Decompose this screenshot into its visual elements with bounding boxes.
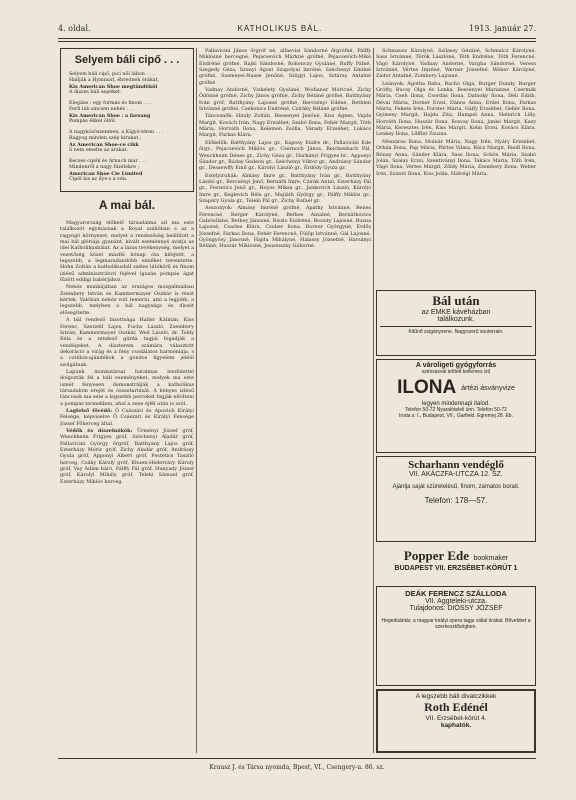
footer-rule	[58, 758, 536, 759]
ad-emke: Bál után az EMKE kávéházban találkozunk. Kitűnő zsigányzene. Nagyszerű souterrain.	[376, 290, 536, 356]
printer-imprint: Krausz J. és Társa nyomda, Bpest, VI., Csengery-u. 86. sz.	[209, 764, 385, 771]
ad-popper: Popper Ede bookmaker BUDAPEST VII. ERZSÉBET-KÖRÚT 1	[394, 548, 518, 572]
page-header	[58, 22, 536, 34]
column-1	[60, 48, 194, 753]
column-3-text	[376, 48, 536, 284]
page-number: 4. oldal.	[58, 23, 91, 33]
ad-deak-szalloda: DEÁK FERENCZ SZÁLLODA VII. Aggteleki-utcza. Tulajdonos: DIÓSSY JÓZSEF Hegedüántár, a magyar királyi opera tagja vállal órákat. Bővebbet a szerkesztőségben.	[376, 586, 536, 686]
ad-scharhann: Scharhann vendéglő VII. AKÁCZFA-UTCZA 12. SZ. Ajánlja saját szüretelésű, finom, zamatos borait. Telefon: 178—57.	[376, 456, 536, 542]
header-rule-2	[58, 41, 536, 42]
poem-stanza: A nagyközöszemben, a Kígyó-téren . . . Ragyog minden szép kirakat ; Az American Shoe-ce cikk S nem emelte az árakat.	[69, 130, 164, 153]
poem-stanza: Selyem báli cipő, pici női lábon . . . Hallják a Hymnust, ébrednek órákat, Kis American Shoe megtündököl A diszes báli sepéket.	[69, 72, 160, 95]
header-rule	[58, 38, 536, 39]
poem-title: Selyem báli cipő . . .	[74, 54, 180, 66]
article-body: Magyarország előkelő társadalma ad ma este találkozót egymásnak a Royal szállóban s az a ragyogó környezet, melyet a rendezőség beállított a mai bál glóriája gyanánt, kivált eseménnyé avatja az idei Katholikusbálat. Az a lázas tevékenység, melyet a vezetőség közel másfél hónap óta kifejtett, a legszebb, a legmaradandóbb emléket teremtette. Hohn Zoltán a katholikusbál széles látókörű és finom ízlésű adminisztrátori fejével igazán pompás ágat fűzött eddigi babérjához. Nehéz munkájában az országos mozgalmaiban Zsembery István és Kammermayer Oszkár is részt kértek. Valóban nehéz volt lemérni, ami a legjobb, a legszebb, melyben a bál nagysága és díszét elősegítette. A bál rendező bizottsága Haller Kálmán, Kiss Ferenc, Szerzéll Lajos, Fuchs László, Zsembery István, Kammermayer Oszkár, Weil László, dr. Toldy Béla és a rendező gárda tagjai fogadják a vendégeket. A díszterem számára választott dekoráció a virág és a fény csodálatos harmóniája, s a cotillon-ajándékok a gondos figyelem jeléül szolgálnak. Lapunk munkatársai hatalmas lendülettel dolgozták fel a báli eseményeket, melyek ma este ismét fényesen demonstrálják a katholikus társadalom erejét és összetartását. A kényes ízlésű táncosok ma este a legszebb perceket fogják eltölteni a pompás termekben, ahol a zene éjfél után is szól. Lagfelső fővédő: Ő Császári és Apostoli Királyi Felsége, képviselve Ő Császári és Királyi Fensége József Főherceg által. Védők és díszelnökök: Ürményi József gróf, Wenckheim Frigyes gróf, Széchenyi Aladár gróf, Pallavicini György őrgróf, Batthyány Lajos gróf, Esterházy Móric gróf, Zichy Aladár gróf, Andrássy Gyula gróf, Apponyi Albert gróf, Festetics Tasziló herceg, Csáky Károly gróf, Khuen-Héderváry Károly gróf, Vay Ádám báró, Pálffy Pál gróf, Hunyady József gróf, Károlyi Mihály gróf, Teleki Sámuel gróf, Esterházy Miklós herceg.	[60, 220, 194, 485]
newspaper-title: KATHOLIKUS BÁL.	[237, 23, 323, 33]
advertisements	[376, 290, 536, 756]
poem-stanza: Elegáns : egy formás és finom . . . Ferfi láb sincsen nehéz . . . Kis American Shoe : a farsang Pompás ékkel öltöl.	[69, 101, 152, 124]
poem-stanza: Kecses cipők és Arnuch mar . . . Mindenről a nagy füzélekre ; American Shoe Cie Limited Cipöl kis az ilye-s a vén.	[69, 159, 147, 182]
poem-box	[60, 48, 194, 192]
patron-list: Védők és díszelnökök: Ürményi József gróf, Wenckheim Frigyes gróf, Széchenyi Aladár gróf, Pallavicini György őrgróf, Batthyány Lajos gróf, Esterházy Móric gróf, Zichy Aladár gróf, Andrássy Gyula gróf, Apponyi Albert gróf, Festetics Tasziló herceg, Csáky Károly gróf, Khuen-Héderváry Károly gróf, Vay Ádám báró, Pálffy Pál gróf, Hunyady József gróf, Károlyi Mihály gróf, Teleki Sámuel gróf, Esterházy Miklós herceg.	[60, 428, 194, 485]
ad-roth: A legszebb báli divatczikkek Roth Edénél VII. Erzsébet-körút 4. kaphatók.	[376, 689, 536, 753]
guest-list-continued: Schmausz Károlyné, Szilassy Gézáné, Schmalcz Károlyné, Sass Istvánné, Török Lászlóné, Tóth Endréné, Tóth Ferencné, Vágó Károlyné, Vadnay Andorné, Vargha Sándorné, Veress Istvánné, Vértes Imréné, Werner Józsefné, Wéber Károlyné, Zádor Antalné, Zombory Lajosné. Leányok: Ágotha Baba, Bachó Olga, Burger Dundy, Burger Grófty, Bucsy Olga és Lonka, Bessenyei Marianne, Csermák Mária, Cseh Ilona, Csordás Ilona, Dalnoky Ilona, Déli Edith, Dévai Mária, Dorner Erzsi, Dános Anna, Erdei Ilona, Farkas Márta, Fekete Irén, Forster Mária, Gálfy Erzsébet, Gellér Ilona, Gyimesy Margit, Hajdu Zita, Hampel Anna, Heinrich Lilly, Horváth Ilona, Huszár Ilona, Ilosvay Ilona, Jankó Margit, Kazy Mária, Keresztes Irén, Kiss Margit, Kohn Erzsi, Kovács Klára, Lenkey Ilona, Lőffler Zsuzsa. Mészáros Ilona, Molnár Mária, Nagy Irén, Nyáry Erzsébet, Orbán Ilona, Pap Mária, Pártos Vilma, Rácz Margit, Riedl Ilona, Rónay Anna, Sándor Klára, Sass Ilona, Schön Mária, Szabó Jolán, Szalay Erzsi, Szentiványi Ilona, Takács Mária, Tóth Irén, Vágó Ilona, Vértes Margit, Zöldy Mária, Zsembery Ilona, Weber Irén, Szántó Ilona, Kiss Jolán, Hídvégi Mária.	[376, 48, 536, 177]
column-divider-2	[373, 48, 374, 753]
ad-ilona: A vároligeti gyógyforrás szénsavval telített kellemes izű ILONA ártézi ásványvize legyen mindennapi italod. Telefon 50-72 Nyaralóteleli ünn. Telefon 50-72 Iroda s: I., Budapest, VII., Garfield. Egremej 28. Eb.	[376, 359, 536, 453]
patron-list: Lagfelső fővédő: Ő Császári és Apostoli Királyi Felsége, képviselve Ő Császári és Királyi Fensége József Főherceg által.	[60, 407, 194, 427]
guest-list: Pallavicini János őrgróf né, alfaevisi Sándorné őrgrófné, Pálffy Miklósné hercegné, Pejacsevich Márkné grófné, Pejacsevich-Mikó Endréné grófné, Rajki Sándorné, Rohonczy Gyuláné, Ruffy Pálné, Szegedy Géza, Szunyi Ágost Szapolyai Imréné, Széchenyi Emilné grófné, Szemeyei-Nasse Jenőné, Szügyi Lajos, Sztáray Antalné grófné. Vadnay Andorné, Vizkelety Gyuláné, Wodianer Móricné, Zichy Ödönné grófné, Zichy János grófné, Zichy Béláné grófné, Batthyány Iván gróf, Batthyány Lajosné grófné, Bercsényi Edéné, Bethlen Istvánné grófné, Csekonics Endréné, Cziráky Béláné grófné. Táncosnők: Hindy Zoltán, Bessenyei Jenőné, Kiss Ágnes, Vajda Margit, Kovách Irén, Nagy Erzsébet, Szabó Ilona, Fehér Margit, Tóth Mária, Horváth Ilona, Kelemen Zsófia, Várady Erzsébet, Lukács Margit, Farkas Klára. Előkelők: Batthyány Lajos gr., Kaposy Endre dr., Pallavicini Ede őrgr., Pejacsevich Miklós gr., Csernoch János, Reichenbach Pál, Wenckheim Dénes gr., Zichy Géza gr., Harkányi Frigyes br., Apponyi Sándor gr., Ráday Gedeon gr., Széchenyi Viktor gr., Andrássy Sándor gr., Dessewffy Emil gr., Károlyi László gr., Erdődy Gyula gr. Estélyiruhák: Almásy Imre gr., Batthyány Iván gr., Batthyány László gr., Bercsényi Jenő, Bernáth Imre, Czirák Antal, Esterházy Pál gr., Festetics Jenő gr., Hoyos Miksa gr., Jankovich László, Károlyi Imre gr., Keglevich Béla gr., Majláth György gr., Pálffy Miklós gr., Szapáry Gyula gr., Teleki Pál gr., Zichy Rafael gr. Asszonyok: Almásy Imréné grófné, Apáthy Istvánné, Benes Ferencné, Berger Károlyné, Berkes Antalné, Bernáthovics Gabrielláné, Bethey Jánosné, Biszlo Endréné, Bozsity Lajosné, Buzna Lajosné, Csarles Klára, Czuber Ilona, Dorner Györgyné, Erdős Józsefné, Farkas Ilona, Fehér Ferencné, Fülöp Istvánné, Gál Lajosné, Gyöngyösy Jánosné, Hajdu Mihályné, Halassy Józsefné, Harsányi Béláné, Huszár Miklósné, Jeszenszky Gáborné.	[199, 48, 371, 250]
column-divider-1	[196, 48, 197, 753]
issue-date: 1913. január 27.	[469, 23, 536, 33]
article-title: A mai bál.	[98, 198, 156, 212]
column-2	[199, 48, 371, 753]
